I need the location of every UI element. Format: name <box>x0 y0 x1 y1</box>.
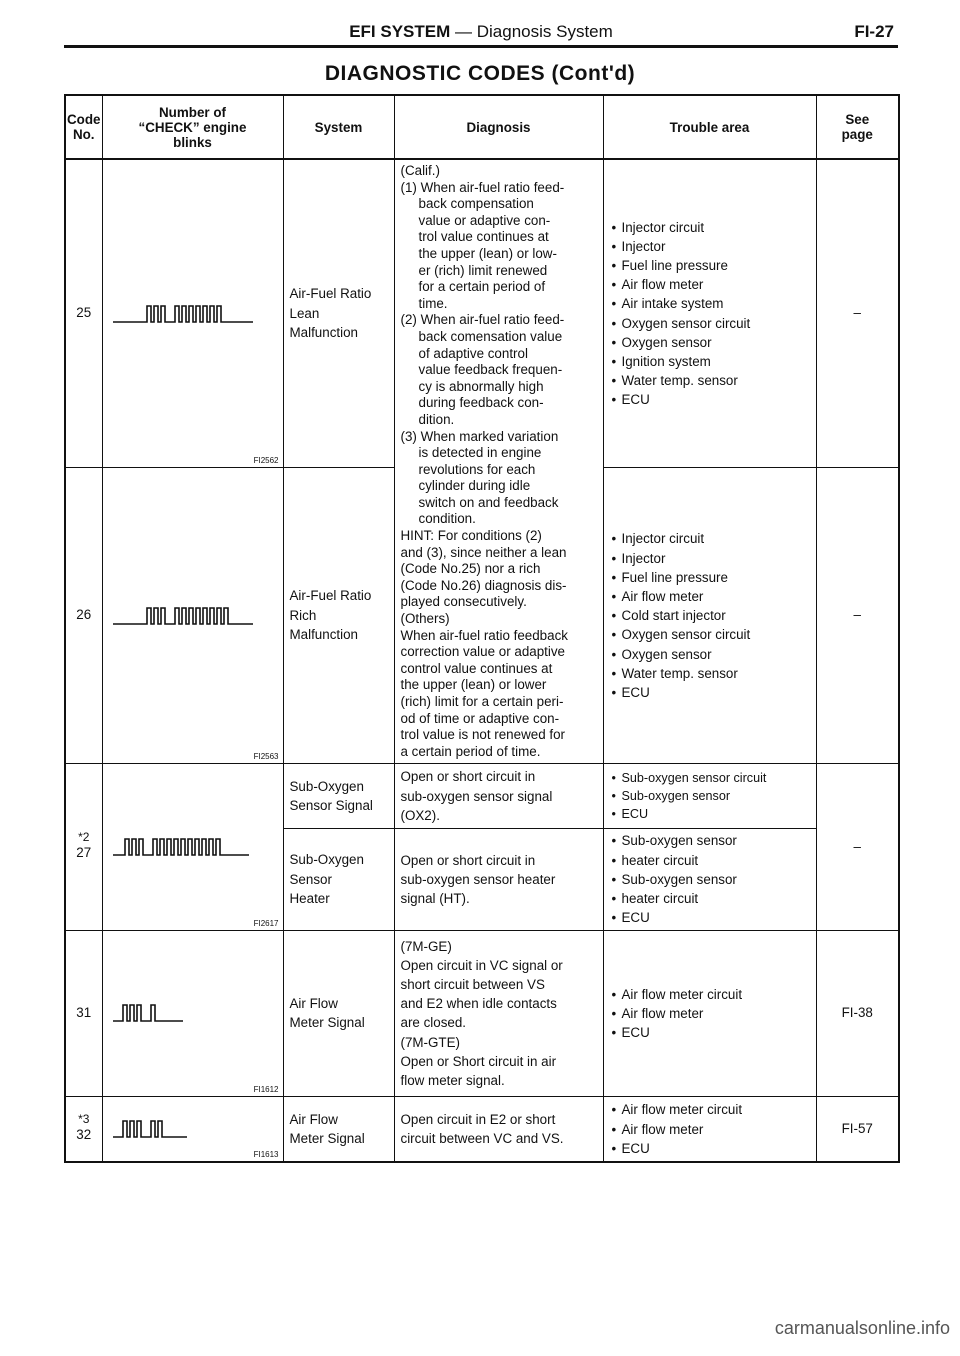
diagnosis-line: dition. <box>418 411 455 427</box>
code-footnote: *3 <box>78 1112 90 1127</box>
system-cell <box>283 764 394 829</box>
diagnosis-line: time. <box>418 295 448 311</box>
diagnostic-codes-table <box>64 94 900 1163</box>
code-footnote: *2 <box>78 830 90 845</box>
diagnosis-line: When air-fuel ratio feedback <box>400 627 568 643</box>
trouble-item: • ECU <box>612 1139 816 1158</box>
figure-id: FI2563 <box>253 752 279 762</box>
diagnosis-cell-shared <box>394 159 603 764</box>
blink-pattern-cell <box>102 159 283 468</box>
system-cell <box>283 468 394 764</box>
see-page: FI-57 <box>816 1096 899 1162</box>
diagnosis-line: played consecutively. <box>400 594 527 610</box>
blink-pattern-cell <box>102 468 283 764</box>
trouble-item: • ECU <box>612 805 816 823</box>
trouble-item: • Sub-oxygen sensor <box>612 870 816 889</box>
blink-pattern-icon <box>113 604 259 628</box>
see-page: FI-38 <box>816 930 899 1096</box>
trouble-item: • Sub-oxygen sensor <box>612 831 816 850</box>
diagnosis-line: HINT: For conditions (2) <box>400 528 542 544</box>
trouble-item: • Injector <box>612 237 816 256</box>
diagnosis-line: switch on and feedback <box>418 494 559 510</box>
system-cell <box>283 930 394 1096</box>
diagnosis-line: (1) When air-fuel ratio feed- <box>400 179 565 195</box>
diagnosis-line: are closed. <box>400 1015 467 1031</box>
diagnosis-line: is detected in engine <box>418 445 542 461</box>
diagnosis-cell <box>394 1096 603 1162</box>
diagnosis-line: (Calif.) <box>400 163 440 178</box>
trouble-area-cell <box>603 828 816 930</box>
diagnosis-line: and E2 when idle contacts <box>400 996 557 1012</box>
diagnosis-line: trol value continues at <box>418 229 549 245</box>
col-see-line2: page <box>841 127 873 142</box>
trouble-item: • Air flow meter <box>612 275 816 294</box>
trouble-item: • ECU <box>612 390 816 409</box>
diagnosis-line: cylinder during idle <box>418 478 531 494</box>
diagnosis-line: condition. <box>418 511 476 527</box>
trouble-item: • Injector circuit <box>612 218 816 237</box>
blink-pattern-icon <box>113 302 259 326</box>
figure-id: FI1612 <box>253 1084 279 1094</box>
diagnosis-line: revolutions for each <box>418 461 536 477</box>
system-line: Air Flow <box>289 995 338 1011</box>
system-line: Sensor <box>289 871 332 887</box>
diagnosis-line: (rich) limit for a certain peri- <box>400 694 564 709</box>
system-line: Sub-Oxygen <box>289 852 364 868</box>
code-number-cell <box>65 1096 102 1162</box>
col-see-page <box>816 95 899 159</box>
system-line: Sub-Oxygen <box>289 778 364 794</box>
page-number: FI-27 <box>854 22 894 41</box>
system-line: Lean <box>289 305 320 321</box>
system-line: Rich <box>289 607 317 623</box>
header-subsection: Diagnosis System <box>476 22 613 41</box>
blink-pattern-cell <box>102 1096 283 1162</box>
trouble-item: • Oxygen sensor <box>612 333 816 352</box>
diagnosis-line: flow meter signal. <box>400 1073 505 1089</box>
diagnosis-line: value or adaptive con- <box>418 212 551 228</box>
diagnosis-line: (3) When marked variation <box>400 428 559 444</box>
col-blinks-line1: Number of <box>159 104 226 120</box>
diagnosis-line: Open circuit in VC signal or <box>400 957 563 973</box>
diagnosis-line: sub-oxygen sensor signal <box>400 788 553 804</box>
diagnosis-line: Open or short circuit in <box>400 852 536 868</box>
diagnosis-line: and (3), since neither a lean <box>400 544 567 560</box>
system-line: Meter Signal <box>289 1131 365 1147</box>
page-header <box>64 22 898 48</box>
diagnosis-line: back comensation value <box>418 328 563 344</box>
system-cell <box>283 828 394 930</box>
system-line: Malfunction <box>289 325 358 341</box>
trouble-item: • Oxygen sensor <box>612 645 816 664</box>
figure-id: FI2617 <box>253 918 279 928</box>
trouble-area-cell <box>603 764 816 829</box>
trouble-area-cell <box>603 468 816 764</box>
diagnosis-line: Open or Short circuit in air <box>400 1053 557 1069</box>
diagnosis-line: od of time or adaptive con- <box>400 710 560 726</box>
col-code-line1: Code <box>67 112 101 127</box>
diagnosis-line: (Code No.25) nor a rich <box>400 561 541 577</box>
code-number: 25 <box>65 159 102 468</box>
trouble-item: • Cold start injector <box>612 606 816 625</box>
trouble-item-continued-text: heater circuit <box>621 891 699 907</box>
blink-pattern-icon <box>113 835 263 859</box>
diagnosis-line: sub-oxygen sensor heater <box>400 871 556 887</box>
trouble-item-continued-text: heater circuit <box>621 852 699 868</box>
system-line: Meter Signal <box>289 1015 365 1031</box>
diagnosis-cell <box>394 828 603 930</box>
diagnosis-line: the upper (lean) or lower <box>400 677 547 693</box>
col-code-line2: No. <box>72 127 95 142</box>
blink-pattern-icon <box>113 1117 243 1141</box>
diagnosis-cell <box>394 764 603 829</box>
diagnosis-line: (Code No.26) diagnosis dis- <box>400 577 567 593</box>
diagnosis-line: a certain period of time. <box>400 743 541 759</box>
diagnosis-line: (2) When air-fuel ratio feed- <box>400 312 565 328</box>
page-title: DIAGNOSTIC CODES (Cont'd) <box>324 62 636 85</box>
code-number: 26 <box>65 468 102 764</box>
table-row <box>65 764 899 829</box>
trouble-item: • ECU <box>612 683 816 702</box>
trouble-item: • Injector <box>612 549 816 568</box>
system-line: Heater <box>289 891 330 907</box>
see-page: – <box>816 468 899 764</box>
trouble-item: • Air intake system <box>612 294 816 313</box>
header-title <box>64 22 898 42</box>
site-watermark: carmanualsonline.info <box>774 1318 950 1338</box>
diagnosis-line: value feedback frequen- <box>418 362 563 378</box>
col-code <box>65 95 102 159</box>
trouble-item: • Air flow meter circuit <box>612 1100 816 1119</box>
blink-pattern-cell <box>102 930 283 1096</box>
diagnosis-line: Open circuit in E2 or short <box>400 1112 556 1128</box>
trouble-item-continued <box>612 889 816 908</box>
blink-pattern-icon <box>113 1001 243 1025</box>
col-system: System <box>283 95 394 159</box>
blink-pattern-cell <box>102 764 283 931</box>
diagnosis-line: signal (HT). <box>400 891 470 907</box>
diagnosis-line: short circuit between VS <box>400 977 545 993</box>
diagnosis-line: of adaptive control <box>418 345 528 361</box>
figure-id: FI1613 <box>253 1150 279 1160</box>
trouble-area-cell <box>603 159 816 468</box>
table-header-row <box>65 95 899 159</box>
col-trouble-area: Trouble area <box>603 95 816 159</box>
system-line: Malfunction <box>289 627 358 643</box>
col-blinks <box>102 95 283 159</box>
col-see-line1: See <box>845 112 870 127</box>
col-diagnosis: Diagnosis <box>394 95 603 159</box>
diagnosis-line: control value continues at <box>400 660 553 676</box>
figure-id: FI2562 <box>253 456 279 466</box>
code-number: 27 <box>76 845 92 861</box>
diagnosis-cell <box>394 930 603 1096</box>
system-line: Sensor Signal <box>289 798 373 814</box>
trouble-item: • Sub-oxygen sensor circuit <box>612 769 816 787</box>
diagnosis-line: correction value or adaptive <box>400 644 565 660</box>
diagnosis-line: er (rich) limit renewed <box>418 262 548 278</box>
see-page: – <box>816 159 899 468</box>
header-section: EFI SYSTEM <box>349 22 451 41</box>
table-row <box>65 930 899 1096</box>
diagnosis-line: Open or short circuit in <box>400 769 536 785</box>
trouble-item: • Water temp. sensor <box>612 371 816 390</box>
trouble-item: • Air flow meter <box>612 1004 816 1023</box>
trouble-item: • Fuel line pressure <box>612 568 816 587</box>
diagnosis-line: trol value is not renewed for <box>400 727 565 743</box>
system-cell <box>283 159 394 468</box>
diagnosis-line: (Others) <box>400 611 450 627</box>
trouble-item: • Fuel line pressure <box>612 256 816 275</box>
trouble-item: • Water temp. sensor <box>612 664 816 683</box>
code-number: 31 <box>65 930 102 1096</box>
diagnosis-line: the upper (lean) or low- <box>418 245 557 261</box>
diagnosis-line: during feedback con- <box>418 395 544 411</box>
trouble-item: • Air flow meter <box>612 1120 816 1139</box>
col-blinks-line2: “CHECK” engine <box>138 119 247 135</box>
code-number-cell <box>65 764 102 931</box>
trouble-item: • Injector circuit <box>612 529 816 548</box>
trouble-item: • Air flow meter circuit <box>612 985 816 1004</box>
diagnosis-line: back compensation <box>418 196 534 212</box>
diagnosis-line: (7M-GTE) <box>400 1034 461 1050</box>
diagnosis-line: (7M-GE) <box>400 938 452 954</box>
table-row <box>65 1096 899 1162</box>
system-line: Air Flow <box>289 1111 338 1127</box>
system-line: Air-Fuel Ratio <box>289 588 372 604</box>
system-line: Air-Fuel Ratio <box>289 286 372 302</box>
trouble-item: • Oxygen sensor circuit <box>612 625 816 644</box>
code-number: 32 <box>76 1127 92 1143</box>
system-cell <box>283 1096 394 1162</box>
diagnosis-line: cy is abnormally high <box>418 378 544 394</box>
trouble-item-continued <box>612 851 816 870</box>
see-page: – <box>816 764 899 931</box>
diagnosis-line: circuit between VC and VS. <box>400 1131 564 1147</box>
trouble-area-cell <box>603 1096 816 1162</box>
table-row <box>65 159 899 468</box>
trouble-item: • ECU <box>612 1023 816 1042</box>
trouble-item: • Air flow meter <box>612 587 816 606</box>
trouble-item: • Ignition system <box>612 352 816 371</box>
header-dash: — <box>455 22 472 41</box>
trouble-item: • Oxygen sensor circuit <box>612 314 816 333</box>
diagnosis-line: (OX2). <box>400 807 440 823</box>
trouble-area-cell <box>603 930 816 1096</box>
trouble-item: • Sub-oxygen sensor <box>612 787 816 805</box>
diagnosis-line: for a certain period of <box>418 279 546 295</box>
col-blinks-line3: blinks <box>173 134 212 150</box>
trouble-item: • ECU <box>612 908 816 927</box>
